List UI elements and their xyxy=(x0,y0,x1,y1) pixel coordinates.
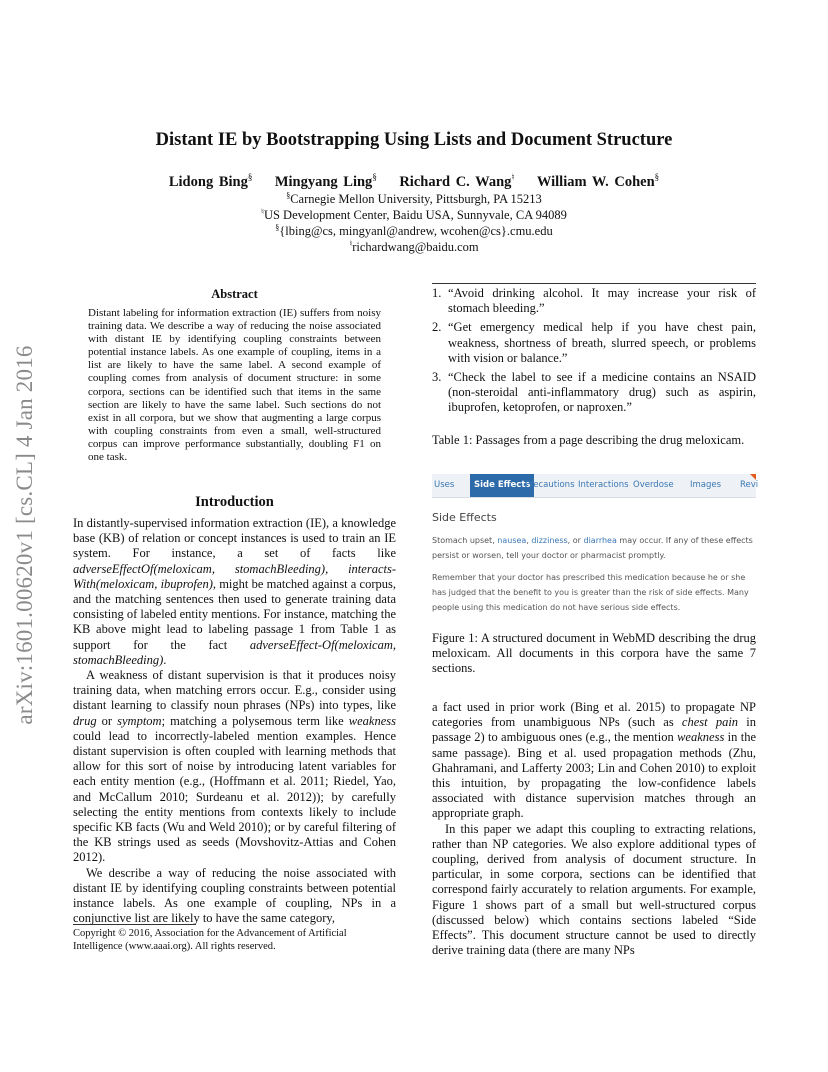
tab-uses[interactable]: Uses xyxy=(434,480,455,490)
author-mark: § xyxy=(372,172,377,182)
tab-images[interactable]: Images xyxy=(690,480,722,490)
paper-title: Distant IE by Bootstrapping Using Lists and Document Structure xyxy=(155,130,673,150)
text-run: , xyxy=(526,536,532,545)
tab-bar xyxy=(432,474,759,498)
text-run: A weakness of distant supervision is that it produces noisy training data, when matching errors occur. E.g., consider using distant learning to classify noun phrases (NPs) into types, like xyxy=(73,668,396,713)
intro-body xyxy=(73,516,396,926)
tab-overdose[interactable]: Overdose xyxy=(633,480,674,490)
affiliation-mark: § xyxy=(275,223,280,232)
paragraph xyxy=(432,700,756,822)
paragraph xyxy=(73,516,396,668)
list-number: 3. xyxy=(432,370,442,385)
italic-run: symptom xyxy=(117,713,162,728)
author-mark: ♮ xyxy=(511,172,515,182)
list-text: “Get emergency medical help if you have chest pain, weakness, shortness of breath, slurred speech, or problems with vision or balance.” xyxy=(448,320,756,365)
footnote-rule xyxy=(73,924,196,925)
tab-precautions[interactable]: Precautions xyxy=(525,480,575,490)
italic-run: weakness xyxy=(348,713,396,728)
figure-section-heading: Side Effects xyxy=(432,511,497,524)
affiliation-mark: § xyxy=(286,191,291,200)
list-item xyxy=(432,370,756,416)
paragraph: We describe a way of reducing the noise associated with distant IE by identifying coupling constraints between potential instance labels. As one example of coupling, NPs in a conjunctive list are likely to have the same category, xyxy=(73,865,396,926)
list-number: 1. xyxy=(432,286,442,300)
author-name: Lidong Bing xyxy=(168,173,248,190)
author-name: Mingyang Ling xyxy=(274,173,373,190)
affiliation xyxy=(0,207,828,223)
table1-caption: Table 1: Passages from a page describing the drug meloxicam. xyxy=(432,433,745,447)
text-run: may occur. If any of these effects persist or worsen, tell your doctor or pharmacist promptly. xyxy=(432,536,753,560)
list-number: 2. xyxy=(432,320,442,335)
text-run: a fact used in prior work (Bing et al. 2015) to propagate NP categories from unambiguous NPs (such as xyxy=(432,700,756,730)
author-list xyxy=(0,172,828,191)
text-run: could lead to incorrectly-labeled mention examples. Hence distant supervision is often coupled with learning methods that allow for this sort of noise by introducing latent variables for each entity mention (e.g., (Hoffmann et al. 2011; Riedel, Yao, and McCallum 2010; Surdeanu et al. 2012)); by carefully selecting the entity mentions from contexts likely to include specific KB facts (Wu and Weld 2010); or by careful filtering of the KB strings used as seeds (Movshovitz-Attias and Cohen 2012). xyxy=(73,728,396,865)
link-diarrhea[interactable]: diarrhea xyxy=(583,536,617,545)
tab-side-effects[interactable]: Side Effects xyxy=(470,474,534,497)
tab-reviews[interactable]: Revi xyxy=(740,480,759,490)
link-nausea[interactable]: nausea xyxy=(497,536,527,545)
text-run: In distantly-supervised information extraction (IE), a knowledge base (KB) of relation or concept instances is used to train an IE system. For instance, a set of facts like xyxy=(73,516,396,561)
figure1-caption: Figure 1: A structured document in WebMD describing the drug meloxicam. All documents in this corpora have the same 7 sections. xyxy=(432,631,756,676)
list-item xyxy=(432,320,756,366)
author-mark: § xyxy=(247,172,253,182)
author-name: Richard C. Wang xyxy=(399,173,512,190)
affiliation-text: {lbing@cs, mingyanl@andrew, wcohen@cs}.cmu.edu xyxy=(279,224,553,239)
text-run: ; matching a polysemous term like xyxy=(161,713,349,728)
tab-interactions[interactable]: Interactions xyxy=(578,480,629,490)
text-run: , or xyxy=(567,536,584,545)
table1-passages xyxy=(432,286,756,420)
text-run: Stomach upset, xyxy=(432,536,498,545)
table-top-rule xyxy=(432,283,756,284)
text-run: . xyxy=(163,652,167,667)
affiliation-text: Carnegie Mellon University, Pittsburgh, PA 15213 xyxy=(290,192,542,207)
text-run: , might be matched against a corpus, and the matching sentences then used to generate training data consisting of labeled entity mentions. For instance, matching the KB above might lead to labeling passage 1 from Table 1 as support for the fact xyxy=(73,576,396,652)
abstract-heading: Abstract xyxy=(211,287,258,301)
corner-flag-icon xyxy=(750,474,756,480)
affiliation-email xyxy=(0,239,828,255)
italic-run: drug xyxy=(73,713,97,728)
section-heading-introduction: Introduction xyxy=(195,494,274,510)
figure-paragraph: Remember that your doctor has prescribed this medication because he or she has judged that the benefit to you is greater than the risk of side effects. Many people using this medication do not have serious side effects. xyxy=(432,573,749,612)
affiliation-email xyxy=(0,223,828,239)
italic-run: adverseEffectOf(meloxicam, stomachBleeding), interacts-With(meloxicam, ibuprofen) xyxy=(73,561,396,591)
affiliation-text: richardwang@baidu.com xyxy=(352,240,479,255)
italic-run: chest pain xyxy=(681,715,739,730)
figure1-webmd-screenshot xyxy=(432,474,759,626)
link-dizziness[interactable]: dizziness xyxy=(531,536,568,545)
text-run: in passage 2) to ambiguous ones (e.g., the mention xyxy=(432,715,756,745)
affiliation-mark: ♮ xyxy=(349,239,353,248)
list-item xyxy=(432,286,756,316)
italic-run: adverseEffect-Of(meloxicam, stomachBleeding) xyxy=(73,637,396,667)
author-mark: § xyxy=(654,172,660,182)
author-name: William W. Cohen xyxy=(536,173,655,190)
text-run: or xyxy=(96,713,118,728)
figure-paragraph xyxy=(432,533,756,563)
affiliation-text: US Development Center, Baidu USA, Sunnyvale, CA 94089 xyxy=(263,208,567,223)
paragraph: In this paper we adapt this coupling to extracting relations, rather than NP categories. We also explore additional types of coupling, derived from analysis of document structure. In particular, in some corpora, sections can be identified that correspond fairly accurately to relation arguments. For example, Figure 1 shows part of a small but well-structured corpus (discussed below) which contains sections labeled “Side Effects”. This document structure cannot be used to directly derive training data (there are many NPs xyxy=(432,821,756,958)
affiliation-mark: ♮ xyxy=(261,207,264,216)
right-column-body xyxy=(432,700,756,958)
affiliation xyxy=(0,191,828,207)
arxiv-stamp: arXiv:1601.00620v1 [cs.CL] 4 Jan 2016 xyxy=(12,345,37,725)
italic-run: weakness xyxy=(677,730,725,745)
abstract-text: Distant labeling for information extraction (IE) suffers from noisy training data. We describe a way of reducing the noise associated with distant IE by identifying coupling constraints between potential instance labels. As one example of coupling, items in a list are likely to have the same label. A second example of coupling comes from analysis of document structure: in some corpora, sections can be identified such that items in the same section are likely to have the same label. Such sections do not exist in all corpora, but we show that augmenting a large corpus with coupling constraints from even a small, well-structured corpus can improve performance substantially, doubling F1 on one task. xyxy=(88,307,381,464)
list-text: “Check the label to see if a medicine contains an NSAID (non-steroidal anti-inflammatory drug) such as aspirin, ibuprofen, ketoprofen, or naproxen.” xyxy=(448,370,756,415)
paragraph xyxy=(73,668,396,866)
copyright-notice: Copyright © 2016, Association for the Advancement of Artificial Intelligence (www.aaai.org). All rights reserved. xyxy=(73,928,347,952)
list-text: “Avoid drinking alcohol. It may increase your risk of stomach bleeding.” xyxy=(448,286,756,316)
text-run: in the same passage). Bing et al. used propagation methods (Zhu, Ghahramani, and Lafferty 2003; Lin and Cohen 2010) to exploit this intuition, by propagating the low-confidence labels associated with distance supervision matches through an appropriate graph. xyxy=(432,730,756,821)
